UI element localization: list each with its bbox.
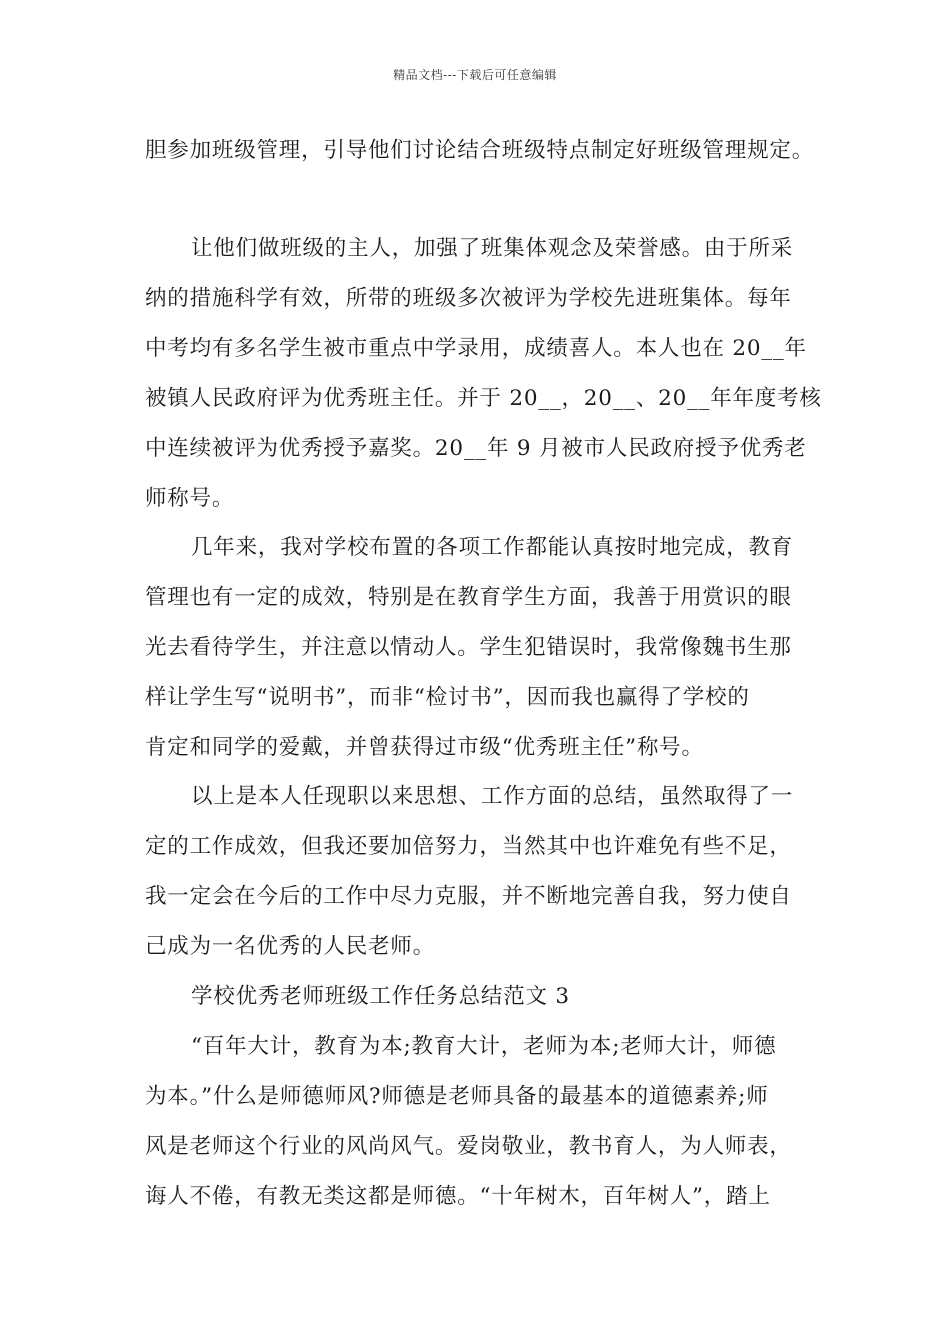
text-line: 以上是本人任现职以来思想、工作方面的总结，虽然取得了一 — [191, 784, 794, 809]
text-line: “百年大计，教育为本;教育大计，老师为本;老师大计，师德 — [191, 1034, 777, 1059]
text-line: 样让学生写“说明书”，而非“检讨书”，因而我也赢得了学校的 — [145, 685, 750, 710]
text-line: 光去看待学生，并注意以情动人。学生犯错误时，我常像魏书生那 — [145, 635, 792, 660]
text-line: 定的工作成效，但我还要加倍努力，当然其中也许难免有些不足， — [145, 834, 792, 859]
text-line: 管理也有一定的成效，特别是在教育学生方面，我善于用赏识的眼 — [145, 585, 792, 610]
text-line: 风是老师这个行业的风尚风气。爱岗敬业，教书育人，为人师表， — [145, 1134, 792, 1159]
text-line: 中考均有多名学生被市重点中学录用，成绩喜人。本人也在 20__年 — [145, 336, 807, 361]
text-line: 己成为一名优秀的人民老师。 — [145, 934, 435, 959]
text-line: 师称号。 — [145, 486, 235, 511]
text-line: 中连续被评为优秀授予嘉奖。20__年 9 月被市人民政府授予优秀老 — [145, 436, 807, 461]
text-line: 为本。”什么是师德师风?师德是老师具备的最基本的道德素养;师 — [145, 1084, 769, 1109]
section-title: 学校优秀老师班级工作任务总结范文 3 — [191, 984, 570, 1009]
page-header: 精品文档---下载后可任意编辑 — [393, 68, 557, 82]
text-line: 肯定和同学的爱戴，并曾获得过市级“优秀班主任”称号。 — [145, 735, 704, 760]
text-line: 被镇人民政府评为优秀班主任。并于 20__，20__、20__年年度考核 — [145, 386, 822, 411]
text-line: 纳的措施科学有效，所带的班级多次被评为学校先进班集体。每年 — [145, 286, 792, 311]
text-line: 诲人不倦，有教无类这都是师德。“十年树木，百年树人”，踏上 — [145, 1184, 771, 1209]
text-line: 让他们做班级的主人，加强了班集体观念及荣誉感。由于所采 — [191, 236, 794, 261]
text-line: 几年来，我对学校布置的各项工作都能认真按时地完成，教育 — [191, 535, 794, 560]
text-line: 胆参加班级管理，引导他们讨论结合班级特点制定好班级管理规定。 — [145, 138, 815, 163]
text-line: 我一定会在今后的工作中尽力克服，并不断地完善自我，努力使自 — [145, 884, 792, 909]
